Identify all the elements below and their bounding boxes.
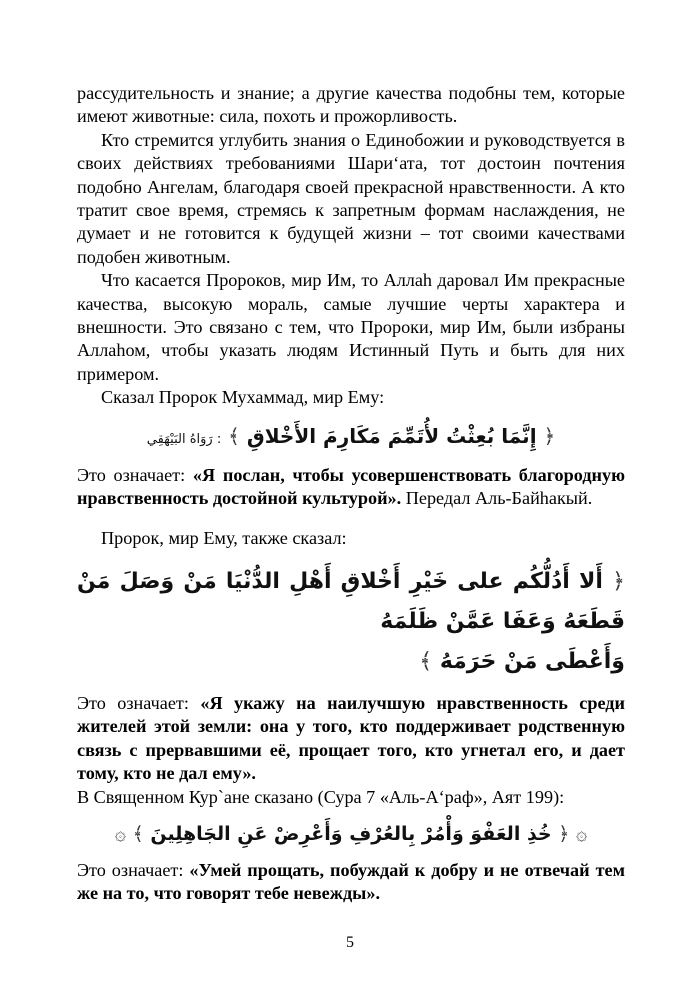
hadith-2-translation: «Я укажу на наилучшую нравственность среди жителей этой земли: она у того, кто поддерживает родственную связь с прервавшими её, прощает того, кто угнетал его, и дает тому, кто не дал ему». (77, 692, 625, 784)
meaning-prefix: Это означает: (77, 859, 190, 880)
hadith-2-meaning (77, 692, 625, 786)
quran-arabic (77, 823, 625, 845)
decor-left-icon: ۞ (114, 822, 126, 845)
paragraph-1: рассудительность и знание; а другие качества подобны тем, которые имеют животные: сила, похоть и прожорливость. (77, 83, 625, 127)
hadith-1-text: إِنَّمَا بُعِثْتُ لأُتَمِّمَ مَكَارِمَ الأَخْلاقِ (246, 423, 537, 448)
hadith-1-narrator: Передал Аль-Байhакый. (405, 488, 593, 509)
hadith-1-intro: Сказал Пророк Мухаммад, мир Ему: (101, 387, 385, 408)
open-bracket: ﴿ (543, 423, 556, 448)
meaning-prefix: Это означает: (77, 464, 193, 485)
hadith-2-text-line2: وَأَعْطَى مَنْ حَرَمَهُ (439, 648, 625, 674)
hadith-1-translation: «Я послан, чтобы усовершенствовать благородную нравственность достойной культурой». (77, 464, 625, 509)
paragraph-3: Что касается Пророков, мир Им, то Аллаh даровал Им прекрасные качества, высокую мораль, самые лучшие черты характера и внешности. Это связано с тем, что Пророки, мир Им, были избраны Аллаhом, чтобы указать людям Истинный Путь и быть для них примером. (77, 270, 625, 384)
hadith-1-source: : رَوَاهُ البَيْهَقِي (146, 431, 222, 447)
quran-meaning (77, 859, 625, 906)
open-bracket: ﴿ (558, 822, 570, 845)
close-bracket: ﴾ (228, 423, 240, 448)
hadith-1-meaning (77, 464, 625, 511)
paragraph-2: Кто стремится углубить знания о Единобожии и руководствуется в своих действиях требованиями Шари‘ата, тот достоин почтения подобно Ангелам, благодаря своей прекрасной нравственности. А кто тратит свое время, стремясь к запретным формам наслаждения, не думает и не готовится к будущей жизни – тот своими качествами подобен животным. (77, 129, 625, 267)
page-number: 5 (346, 934, 354, 951)
hadith-2-arabic (77, 562, 625, 682)
quran-text: خُذِ العَفْوَ وَأْمُرْ بِالعُرْفِ وَأَعْرِضْ عَنِ الجَاهِلِينَ (150, 822, 552, 845)
close-bracket: ﴾ (419, 648, 433, 674)
open-bracket: ﴿ (612, 568, 625, 594)
hadith-1-arabic (77, 424, 625, 448)
decor-right-icon: ۞ (576, 822, 588, 845)
close-bracket: ﴾ (132, 822, 144, 845)
quran-translation: «Умей прощать, побуждай к добру и не отвечай тем же на то, что говорят тебе невежды». (77, 859, 625, 904)
meaning-prefix: Это означает: (77, 692, 201, 713)
hadith-2-intro: Пророк, мир Ему, также сказал: (101, 527, 347, 548)
quran-intro: В Священном Кур`ане сказано (Сура 7 «Аль-А‘раф», Аят 199): (77, 786, 565, 807)
hadith-2-line2 (77, 642, 625, 682)
hadith-2-text-line1: أَلا أَدُلُّكُم على خَيْرِ أَخْلاقِ أَهْلِ الدُّنْيَا مَنْ وَصَلَ مَنْ قَطَعَهُ وَعَفَا عَمَّنْ ظَلَمَهُ (77, 568, 625, 634)
